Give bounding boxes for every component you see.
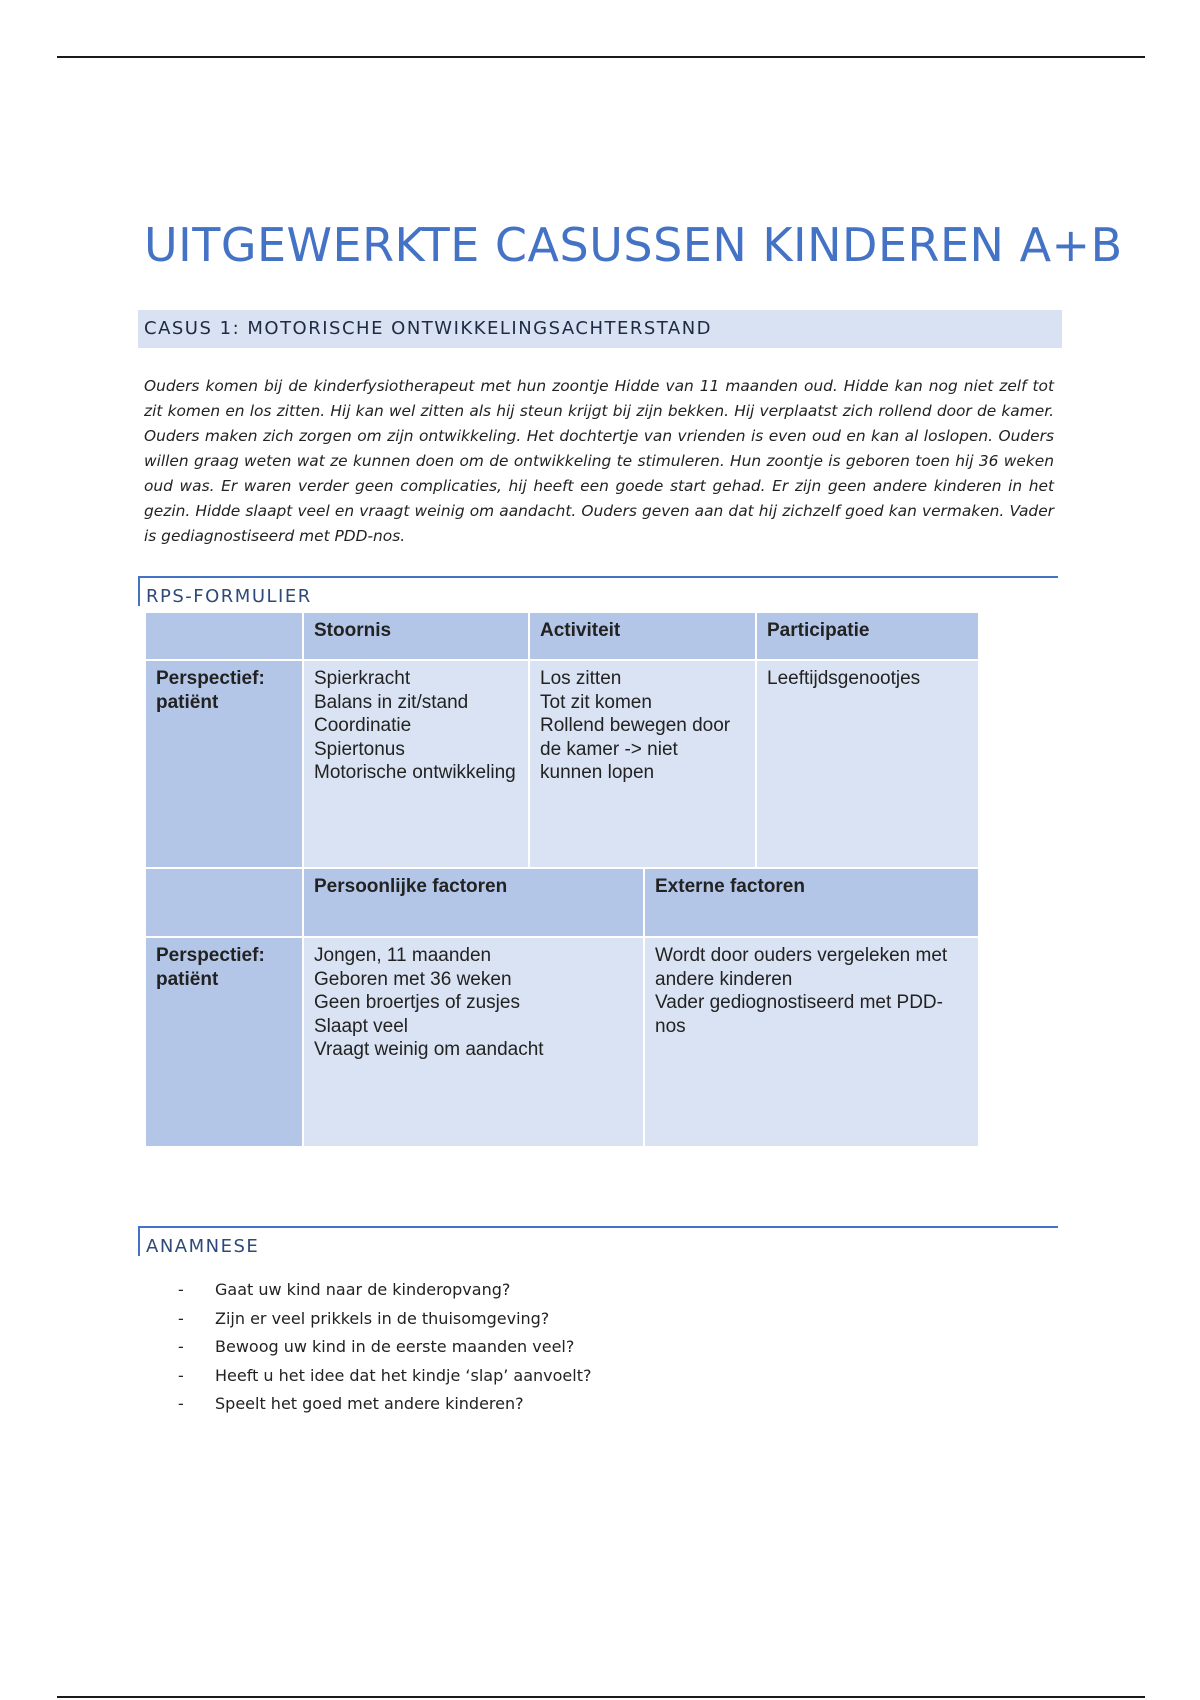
cell-line: Tot zit komen — [540, 691, 652, 713]
question-text: Speelt het goed met andere kinderen? — [215, 1394, 524, 1413]
cell-line: Balans in zit/stand — [314, 691, 469, 713]
cell-line: Los zitten — [540, 668, 622, 689]
footer-rule — [57, 1696, 1145, 1698]
bullet-dash: - — [178, 1280, 184, 1299]
cell-line: Geboren met 36 weken — [314, 968, 512, 990]
rps-table-factors — [144, 867, 980, 1148]
header-rule — [57, 56, 1145, 58]
table-corner-cell — [145, 868, 303, 937]
bullet-dash: - — [178, 1365, 184, 1385]
question-text: Gaat uw kind naar de kinderopvang? — [215, 1280, 511, 1299]
question-text: Bewoog uw kind in de eerste maanden veel? — [215, 1337, 575, 1356]
row-label-perspectief: Perspectief: patiënt — [145, 937, 303, 1147]
cell-line: Slaapt veel — [314, 1015, 409, 1037]
cell-line: Motorische ontwikkeling — [314, 762, 516, 783]
cell-externe-factoren — [644, 937, 979, 1147]
cell-stoornis — [303, 660, 529, 868]
casus-description: Ouders komen bij de kinderfysiotherapeut met hun zoontje Hidde van 11 maanden oud. Hidde kan nog niet zelf tot zit komen en los zitten. Hij kan wel zitten als hij steun krijgt bij zijn bekken. Hij verplaatst zich rollend door de kamer. Ouders maken zich zorgen om zijn ontwikkeling. Het dochtertje van vrienden is even oud en kan al loslopen. Ouders willen graag weten wat ze kunnen doen om de ontwikkeling te stimuleren. Hun zoontje is geboren toen hij 36 weken oud was. Er waren verder geen complicaties, hij heeft een goede start gehad. Er zijn geen andere kinderen in het gezin. Hidde slaapt veel en vraagt weinig om aandacht. Ouders geven aan dat hij zichzelf goed kan vermaken. Vader is gediagnostiseerd met PDD-nos. — [144, 377, 1054, 545]
cell-line: Jongen, 11 maanden — [314, 945, 492, 966]
cell-line: Spierkracht — [314, 668, 411, 689]
cell-line: Coordinatie — [314, 715, 412, 736]
bullet-dash: - — [178, 1308, 184, 1328]
question-text: Heeft u het idee dat het kindje ‘slap’ aanvoelt? — [215, 1365, 592, 1385]
header-participatie: Participatie — [756, 612, 979, 660]
list-item — [178, 1337, 591, 1366]
header-activiteit: Activiteit — [529, 612, 756, 660]
cell-line: Spiertonus — [314, 738, 405, 760]
casus-heading-bar — [138, 310, 1062, 348]
rps-section-heading — [138, 576, 1058, 606]
cell-line: Vader gediognostiseerd met PDD-nos — [655, 992, 943, 1037]
header-externe-factoren: Externe factoren — [644, 868, 979, 937]
cell-line: Vraagt weinig om aandacht — [314, 1039, 544, 1060]
page-title: UITGEWERKTE CASUSSEN KINDEREN A+B — [144, 218, 1123, 272]
anamnese-heading: ANAMNESE — [146, 1236, 260, 1257]
header-persoonlijke-factoren: Persoonlijke factoren — [303, 868, 644, 937]
table-corner-cell — [145, 612, 303, 660]
cell-participatie — [756, 660, 979, 868]
cell-line: Leeftijdsgenootjes — [767, 668, 921, 689]
list-item — [178, 1366, 591, 1395]
cell-line: Wordt door ouders vergeleken met andere kinderen — [655, 945, 948, 990]
header-stoornis: Stoornis — [303, 612, 529, 660]
rps-heading: RPS-FORMULIER — [146, 586, 312, 607]
list-item — [178, 1280, 591, 1309]
cell-persoonlijke-factoren — [303, 937, 644, 1147]
list-item — [178, 1394, 591, 1423]
casus-heading: CASUS 1: MOTORISCHE ONTWIKKELINGSACHTERSTAND — [144, 318, 713, 339]
cell-line: Rollend bewegen door de kamer -> niet kunnen lopen — [540, 715, 731, 783]
anamnese-question-list — [178, 1280, 591, 1423]
list-item — [178, 1309, 591, 1338]
cell-activiteit — [529, 660, 756, 868]
cell-line: Geen broertjes of zusjes — [314, 992, 520, 1013]
anamnese-section-heading — [138, 1226, 1058, 1256]
bullet-dash: - — [178, 1394, 184, 1413]
bullet-dash: - — [178, 1337, 184, 1356]
question-text: Zijn er veel prikkels in de thuisomgeving? — [215, 1308, 550, 1328]
row-label-perspectief: Perspectief: patiënt — [145, 660, 303, 868]
rps-table-functions — [144, 611, 980, 869]
